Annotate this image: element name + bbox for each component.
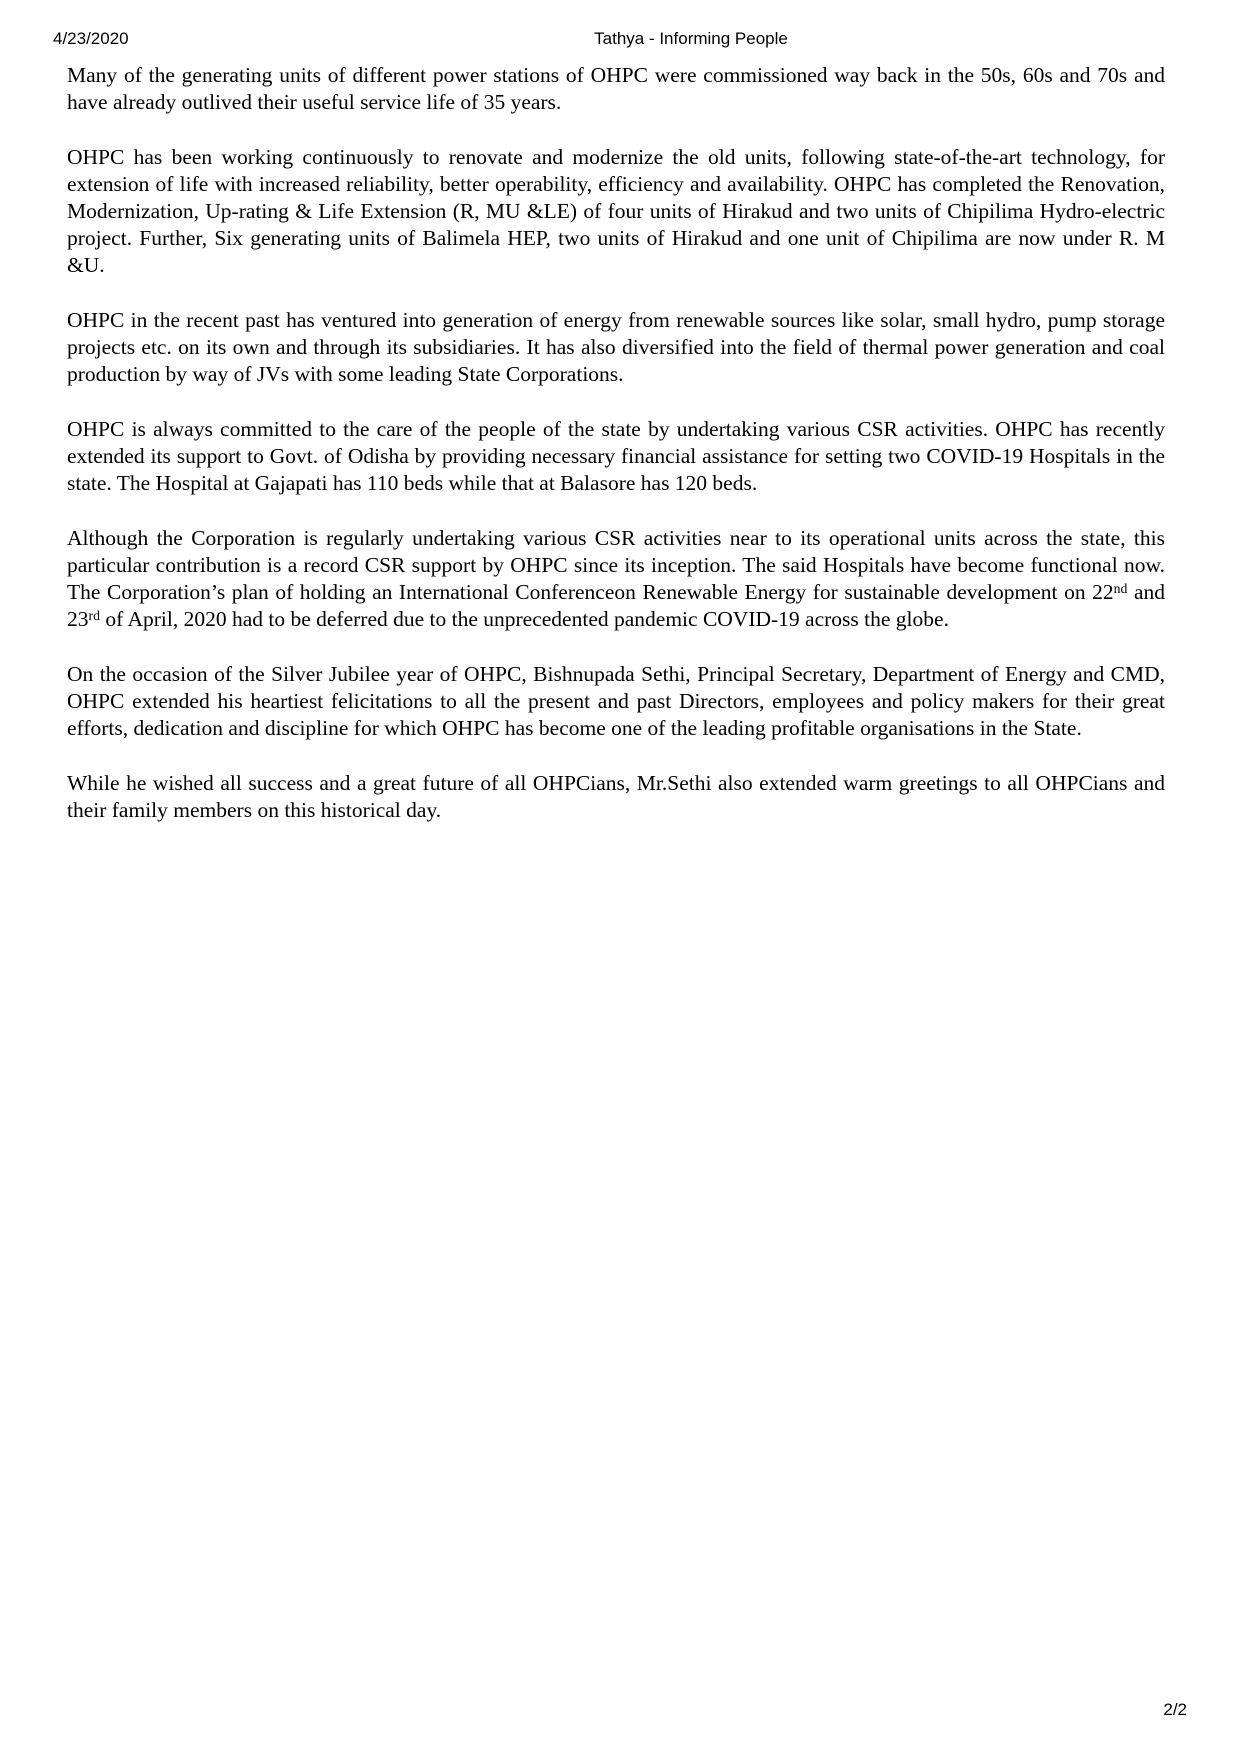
paragraph-conference-text-before: Although the Corporation is regularly undertaking various CSR activities near to its operational units across the state, this particular contribution is a record CSR support by OHPC since its inception. The said Hospitals have become functional now. The Corporation’s plan of holding an International Conferenceon Renewable Energy for sustainable development on 22 <box>67 526 1165 604</box>
ordinal-suffix-22nd: nd <box>1113 580 1128 596</box>
paragraph-conference-text-mid: and 23 <box>67 580 1165 631</box>
paragraph-silver-jubilee: On the occasion of the Silver Jubilee year of OHPC, Bishnupada Sethi, Principal Secretary, Department of Energy and CMD, OHPC extended his heartiest felicitations to all the present and past Directors, employees and policy makers for their great efforts, dedication and discipline for which OHPC has become one of the leading profitable organisations in the State. <box>67 662 1165 740</box>
print-title: Tathya - Informing People <box>594 29 788 48</box>
paragraph-conference-deferred <box>67 525 1165 633</box>
print-title-wrap <box>142 29 1240 49</box>
print-footer <box>1163 1700 1187 1720</box>
paragraph-renovation-modernization: OHPC has been working continuously to renovate and modernize the old units, following state-of-the-art technology, for extension of life with increased reliability, better operability, efficiency and availability. OHPC has completed the Renovation, Modernization, Up-rating & Life Extension (R, MU &LE) of four units of Hirakud and two units of Chipilima Hydro-electric project. Further, Six generating units of Balimela HEP, two units of Hirakud and one unit of Chipilima are now under R. M &U. <box>67 145 1165 277</box>
ordinal-suffix-23rd: rd <box>88 607 100 623</box>
paragraph-generating-units: Many of the generating units of different power stations of OHPC were commissioned way back in the 50s, 60s and 70s and have already outlived their useful service life of 35 years. <box>67 63 1165 114</box>
paragraph-greetings: While he wished all success and a great future of all OHPCians, Mr.Sethi also extended warm greetings to all OHPCians and their family members on this historical day. <box>67 771 1165 822</box>
paragraph-renewable-sources: OHPC in the recent past has ventured into generation of energy from renewable sources like solar, small hydro, pump storage projects etc. on its own and through its subsidiaries. It has also diversified into the field of thermal power generation and coal production by way of JVs with some leading State Corporations. <box>67 308 1165 386</box>
paragraph-csr-hospitals: OHPC is always committed to the care of the people of the state by undertaking various CSR activities. OHPC has recently extended its support to Govt. of Odisha by providing necessary financial assistance for setting two COVID-19 Hospitals in the state. The Hospital at Gajapati has 110 beds while that at Balasore has 120 beds. <box>67 417 1165 495</box>
article-body <box>67 62 1165 852</box>
page-number: 2/2 <box>1163 1700 1187 1719</box>
print-date-label: 4/23/2020 <box>53 29 129 48</box>
print-header <box>0 29 1240 51</box>
paragraph-conference-text-after: of April, 2020 had to be deferred due to the unprecedented pandemic COVID-19 across the globe. <box>99 607 949 631</box>
